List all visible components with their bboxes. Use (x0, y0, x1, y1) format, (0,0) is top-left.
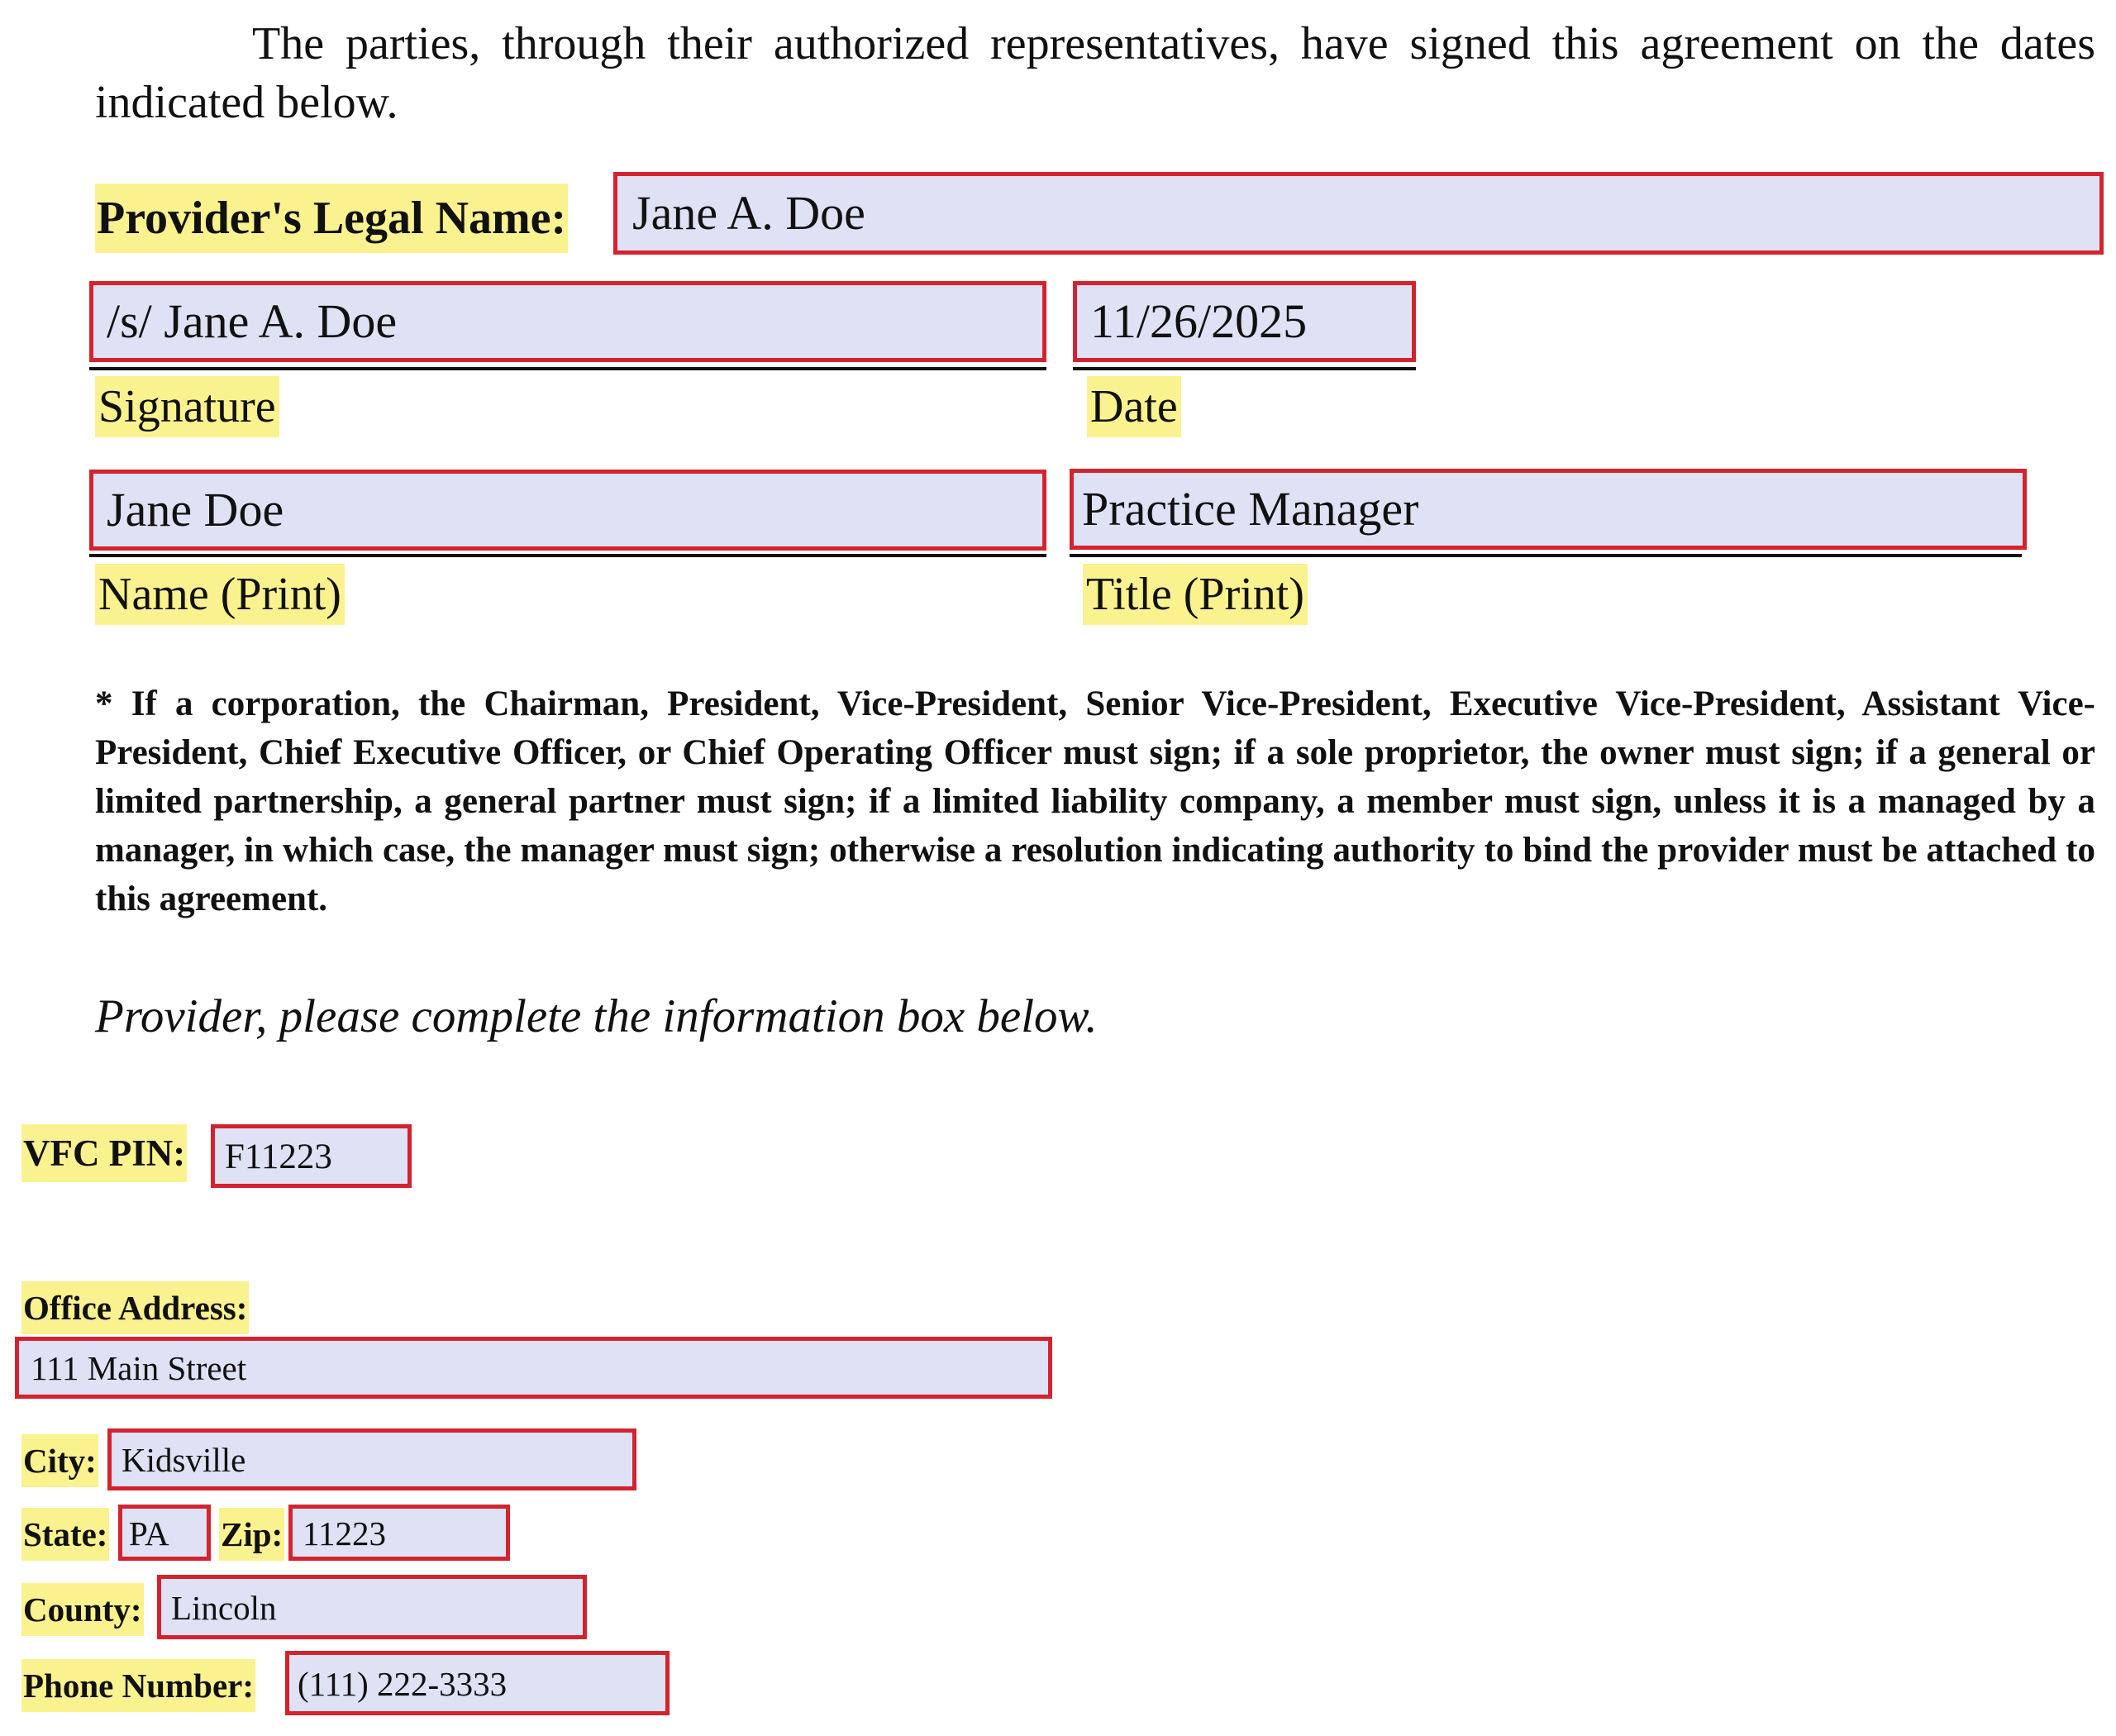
county-field[interactable]: Lincoln (157, 1575, 587, 1639)
info-box-instruction: Provider, please complete the information box below. (95, 990, 1098, 1042)
office-address-label: Office Address: (21, 1281, 249, 1334)
name-print-underline (89, 554, 1046, 557)
name-print-label: Name (Print) (95, 564, 345, 625)
intro-paragraph (95, 15, 2095, 132)
signing-requirements-note: * If a corporation, the Chairman, President, Vice-President, Senior Vice-President, Executive Vice-President, Assistant Vice-President, Chief Executive Officer, or Chief Operating Officer must sign; if a sole proprietor, the owner must sign; if a general or limited partnership, a general partner must sign; if a limited liability company, a member must sign, unless it is a managed by a manager, in which case, the manager must sign; otherwise a resolution indicating authority to bind the provider must be attached to this agreement. (95, 684, 2095, 918)
city-field[interactable]: Kidsville (107, 1428, 636, 1490)
city-label: City: (21, 1434, 98, 1487)
office-address-field[interactable]: 111 Main Street (15, 1337, 1052, 1399)
title-print-label: Title (Print) (1083, 564, 1308, 625)
date-label: Date (1087, 376, 1181, 437)
phone-number-field[interactable]: (111) 222-3333 (285, 1651, 670, 1715)
date-field[interactable]: 11/26/2025 (1073, 281, 1416, 362)
signature-label: Signature (95, 376, 279, 437)
county-label: County: (21, 1583, 144, 1636)
state-field[interactable]: PA (118, 1505, 211, 1561)
intro-text: The parties, through their authorized representatives, have signed this agreement on the dates indicated below. (95, 18, 2095, 128)
zip-field[interactable]: 11223 (288, 1505, 510, 1561)
title-print-field[interactable]: Practice Manager (1070, 469, 2027, 550)
signature-underline (89, 367, 1046, 370)
vfc-pin-field[interactable]: F11223 (211, 1124, 412, 1188)
legal-name-field[interactable]: Jane A. Doe (613, 172, 2104, 255)
zip-label: Zip: (219, 1508, 284, 1561)
signature-field[interactable]: /s/ Jane A. Doe (89, 281, 1046, 362)
state-label: State: (21, 1508, 109, 1561)
date-underline (1073, 367, 1416, 370)
legal-name-label: Provider's Legal Name: (95, 184, 568, 253)
phone-number-label: Phone Number: (21, 1659, 255, 1712)
vfc-pin-label: VFC PIN: (21, 1124, 187, 1182)
title-print-underline (1070, 554, 2022, 557)
name-print-field[interactable]: Jane Doe (89, 470, 1046, 551)
